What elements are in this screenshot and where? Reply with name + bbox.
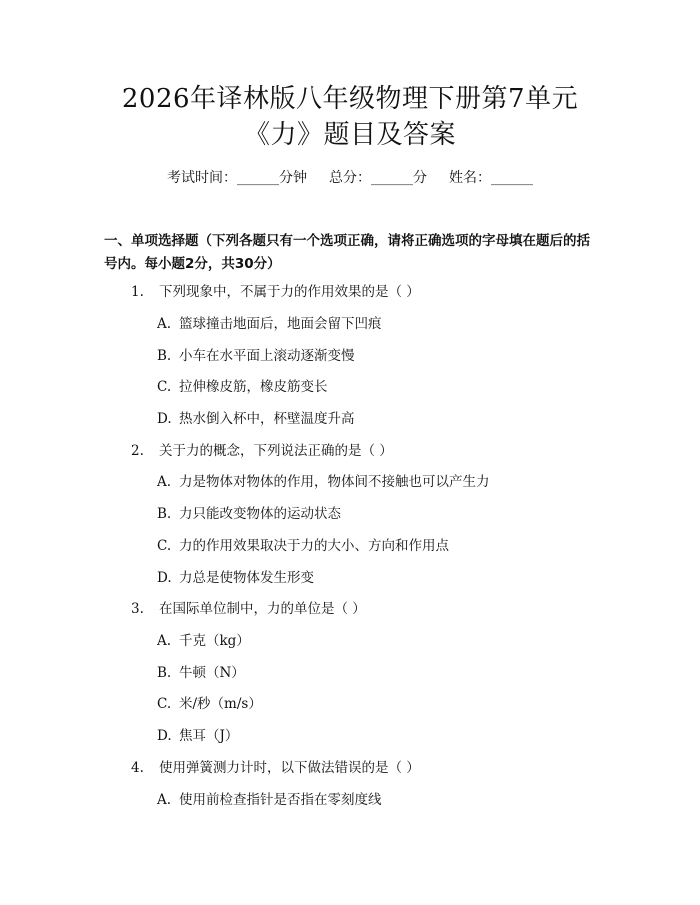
option-letter: B.: [157, 665, 172, 681]
question-number: 4.: [131, 760, 144, 776]
question-1-option-b: [157, 346, 355, 366]
option-text: 小车在水平面上滚动逐渐变慢: [179, 348, 355, 364]
question-2-option-a: [157, 472, 490, 492]
question-3-option-c: [157, 694, 262, 714]
question-number: 1.: [131, 284, 144, 300]
option-text: 力总是使物体发生形变: [179, 570, 314, 586]
question-2-option-c: [157, 536, 449, 556]
option-letter: B.: [157, 506, 172, 522]
question-3-option-a: [157, 631, 250, 651]
option-letter: C.: [157, 379, 172, 395]
option-letter: A.: [157, 633, 172, 649]
section-heading-single-choice: 一、单项选择题（下列各题只有一个选项正确，请将正确选项的字母填在题后的括号内。每小题2分，共30分）: [104, 233, 590, 272]
question-number: 3.: [131, 601, 144, 617]
option-text: 牛顿（N）: [179, 665, 245, 681]
question-number: 2.: [131, 443, 144, 459]
option-letter: A.: [157, 474, 172, 490]
option-letter: D.: [157, 570, 172, 586]
option-letter: C.: [157, 696, 172, 712]
question-2: [131, 441, 393, 461]
exam-meta: [0, 168, 700, 188]
option-text: 焦耳（J）: [179, 728, 239, 744]
option-letter: A.: [157, 792, 172, 808]
question-text: 使用弹簧测力计时，以下做法错误的是（ ）: [159, 760, 420, 776]
question-text: 关于力的概念，下列说法正确的是（ ）: [159, 443, 393, 459]
question-1: [131, 282, 420, 302]
question-3-option-d: [157, 726, 238, 746]
option-text: 力只能改变物体的运动状态: [179, 506, 341, 522]
question-4-option-a: [157, 790, 382, 810]
option-letter: D.: [157, 728, 172, 744]
total-score-field: 总分：______分: [329, 170, 427, 186]
question-3: [131, 599, 366, 619]
option-text: 力的作用效果取决于力的大小、方向和作用点: [179, 538, 449, 554]
student-name-field: 姓名：______: [449, 170, 533, 186]
option-text: 热水倒入杯中，杯壁温度升高: [179, 411, 355, 427]
option-letter: B.: [157, 348, 172, 364]
question-1-option-c: [157, 377, 328, 397]
question-1-option-d: [157, 409, 355, 429]
question-2-option-d: [157, 568, 314, 588]
option-text: 使用前检查指针是否指在零刻度线: [179, 792, 382, 808]
question-3-option-b: [157, 663, 245, 683]
option-text: 米/秒（m/s）: [179, 696, 262, 712]
question-text: 在国际单位制中，力的单位是（ ）: [159, 601, 366, 617]
question-4: [131, 758, 420, 778]
option-text: 力是物体对物体的作用，物体间不接触也可以产生力: [179, 474, 490, 490]
exam-time-field: 考试时间：______分钟: [167, 170, 307, 186]
question-2-option-b: [157, 504, 341, 524]
question-1-option-a: [157, 314, 382, 334]
option-text: 拉伸橡皮筋，橡皮筋变长: [179, 379, 328, 395]
option-letter: C.: [157, 538, 172, 554]
question-text: 下列现象中，不属于力的作用效果的是（ ）: [159, 284, 420, 300]
option-letter: A.: [157, 316, 172, 332]
document-title-line1: 2026年译林版八年级物理下册第7单元: [121, 84, 579, 114]
option-letter: D.: [157, 411, 172, 427]
document-title-line2: 《力》题目及答案: [243, 120, 456, 150]
option-text: 篮球撞击地面后，地面会留下凹痕: [179, 316, 382, 332]
option-text: 千克（kg）: [179, 633, 250, 649]
